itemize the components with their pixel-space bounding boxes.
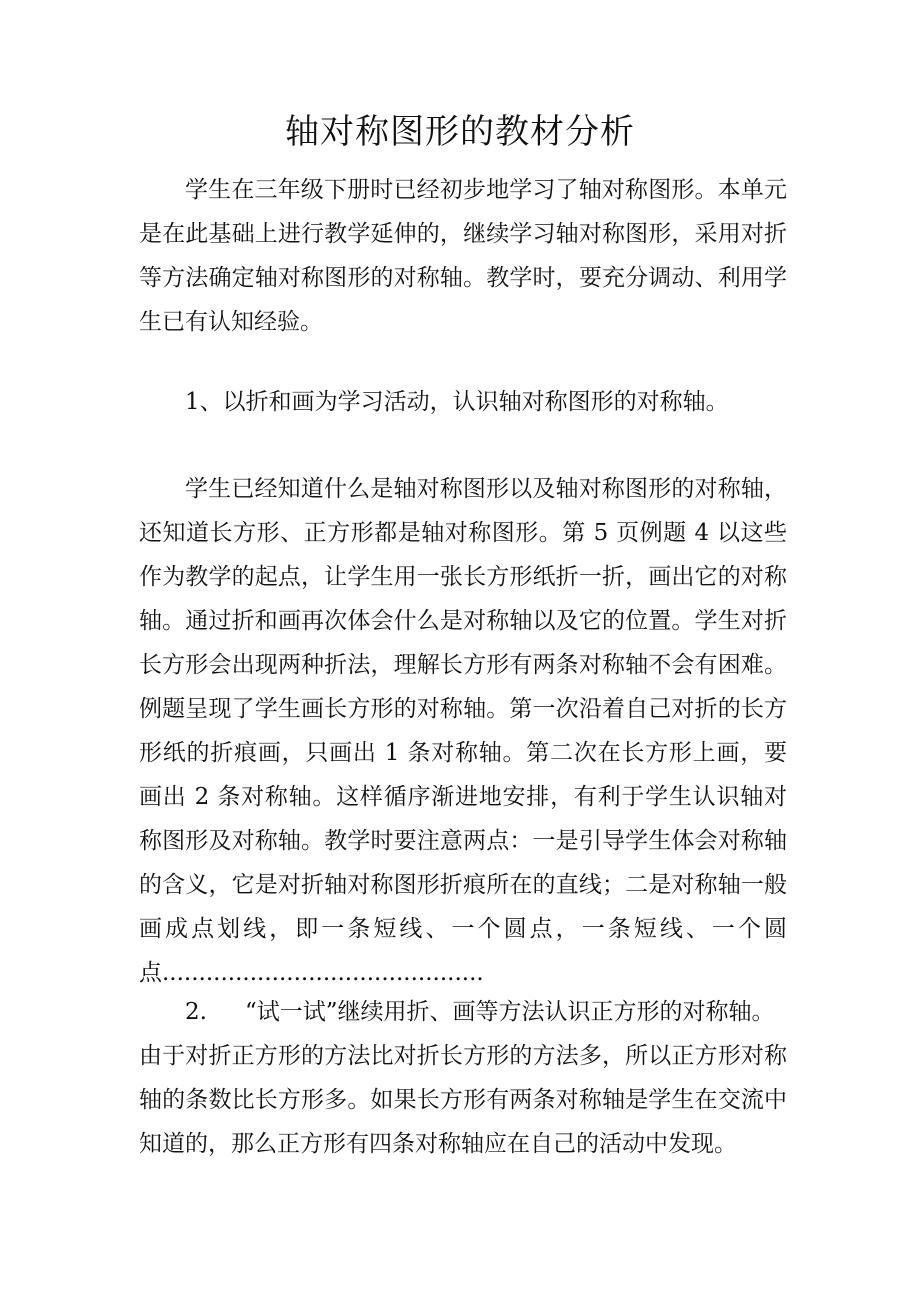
section-1-heading [185, 380, 805, 424]
section-1-body: 学生已经知道什么是轴对称图形以及轴对称图形的对称轴，还知道长方形、正方形都是轴对称图形。第 5 页例题 4 以这些作为教学的起点，让学生用一张长方形纸折一折，画出它的对称轴。通过折和画再次体会什么是对称轴以及它的位置。学生对折长方形会出现两种折法，理解长方形有两条对称轴不会有困难。例题呈现了学生画长方形的对称轴。第一次沿着自己对折的长方形纸的折痕画，只画出 1 条对称轴。第二次在长方形上画，要画出 2 条对称轴。这样循序渐进地安排，有利于学生认识轴对称图形及对称轴。教学时要注意两点：一是引导学生体会对称轴的含义，它是对折轴对称图形折痕所在的直线；二是对称轴一般画成点划线，即一条短线、一个圆点，一条短线、一个圆点............................................ [139, 476, 787, 986]
section-1-number: 1、 [185, 389, 223, 415]
section-2-body: 由于对折正方形的方法比对折长方形的方法多，所以正方形对称轴的条数比长方形多。如果长方形有两条对称轴是学生在交流中知道的，那么正方形有四条对称轴应在自己的活动中发现。 [139, 1043, 787, 1157]
page-title: 轴对称图形的教材分析 [285, 112, 635, 152]
section-2-number: 2. [185, 999, 207, 1025]
section-2-heading [185, 990, 805, 1034]
section-2-heading-text: “试一试”继续用折、画等方法认识正方形的对称轴。 [245, 999, 775, 1025]
section-1-heading-text: 以折和画为学习活动，认识轴对称图形的对称轴。 [222, 389, 729, 415]
intro-paragraph: 学生在三年级下册时已经初步地学习了轴对称图形。本单元是在此基础上进行教学延伸的，继续学习轴对称图形，采用对折等方法确定轴对称图形的对称轴。教学时，要充分调动、利用学生已有认知经验。 [139, 177, 787, 335]
